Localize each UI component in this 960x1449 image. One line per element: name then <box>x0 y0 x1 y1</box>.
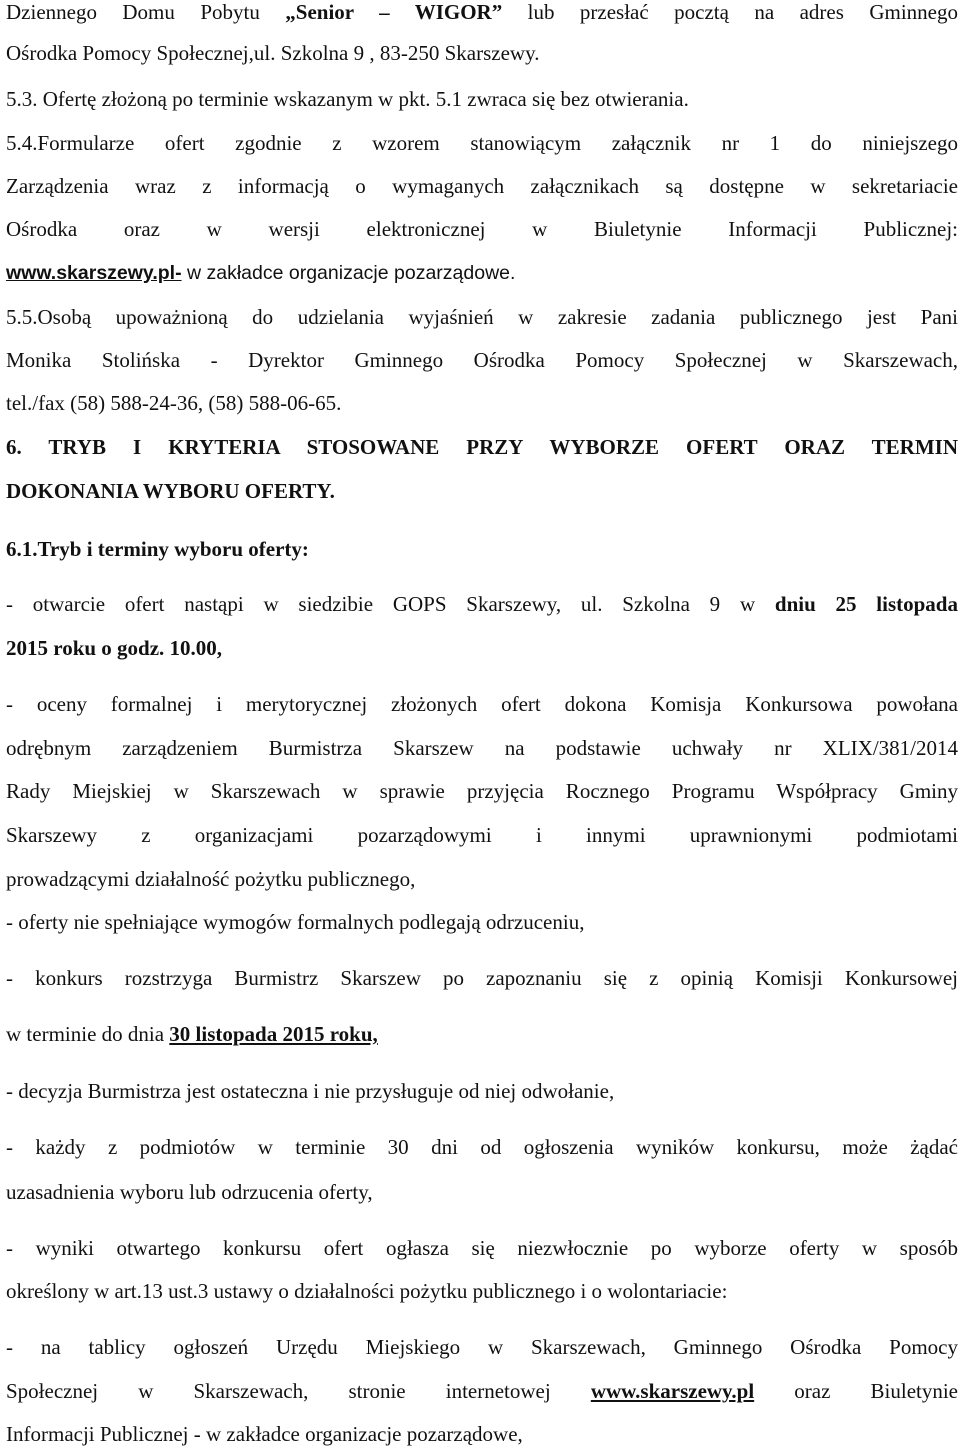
text-line: Rady Miejskiej w Skarszewach w sprawie przyjęcia Rocznego Programu Współpracy Gminy <box>6 779 958 803</box>
text-line: Skarszewy z organizacjami pozarządowymi i innymi uprawnionymi podmiotami <box>6 823 958 847</box>
text-line: - konkurs rozstrzyga Burmistrz Skarszew po zapoznaniu się z opinią Komisji Konkursowej <box>6 966 958 990</box>
text-line: - decyzja Burmistrza jest ostateczna i nie przysługuje od niej odwołanie, <box>6 1079 615 1103</box>
website-link[interactable]: www.skarszewy.pl <box>590 1379 755 1403</box>
text-line: tel./fax (58) 588-24-36, (58) 588-06-65. <box>6 391 342 415</box>
text-line <box>6 0 958 24</box>
text-line: - otwarcie ofert nastąpi w siedzibie GOPS Skarszewy, ul. Szkolna 9 w dniu 25 listopada <box>6 592 958 616</box>
text-line: uzasadnienia wyboru lub odrzucenia oferty, <box>6 1180 373 1204</box>
text-line: - wyniki otwartego konkursu ofert ogłasza się niezwłocznie po wyborze oferty w sposób <box>6 1236 958 1260</box>
text-line: - oferty nie spełniające wymogów formalnych podlegają odrzuceniu, <box>6 910 585 934</box>
text-line: określony w art.13 ust.3 ustawy o działalności pożytku publicznego i o wolontariacie: <box>6 1279 728 1303</box>
text-line: - oceny formalnej i merytorycznej złożonych ofert dokona Komisja Konkursowa powołana <box>6 692 958 716</box>
text-line: 5.4.Formularze ofert zgodnie z wzorem stanowiącym załącznik nr 1 do niniejszego <box>6 131 958 155</box>
text-run: Dziennego Domu Pobytu <box>6 0 286 24</box>
text-line: Zarządzenia wraz z informacją o wymaganych załącznikach są dostępne w sekretariacie <box>6 174 958 198</box>
text-line: www.skarszewy.pl- w zakładce organizacje pozarządowe. <box>6 262 516 284</box>
deadline-date: 30 listopada 2015 roku, <box>169 1022 378 1046</box>
text-line: Monika Stolińska - Dyrektor Gminnego Ośrodka Pomocy Społecznej w Skarszewach, <box>6 348 958 372</box>
text-line: 2015 roku o godz. 10.00, <box>6 636 223 660</box>
text-line: Społecznej w Skarszewach, stronie internetowej www.skarszewy.pl oraz Biuletynie <box>6 1379 959 1403</box>
subsection-heading: 6.1.Tryb i terminy wyboru oferty: <box>6 537 309 561</box>
center-name: „Senior – WIGOR” <box>285 0 503 24</box>
document-page <box>6 0 958 1449</box>
website-link[interactable]: www.skarszewy.pl- <box>6 262 182 284</box>
text-run: lub przesłać pocztą na adres Gminnego <box>502 0 958 24</box>
text-line: odrębnym zarządzeniem Burmistrza Skarszew na podstawie uchwały nr XLIX/381/2014 <box>6 736 958 760</box>
section-heading: 6. TRYB I KRYTERIA STOSOWANE PRZY WYBORZE OFERT ORAZ TERMIN <box>6 435 958 459</box>
text-line: Informacji Publicznej - w zakładce organizacje pozarządowe, <box>6 1422 523 1446</box>
text-line: prowadzącymi działalność pożytku publicznego, <box>6 867 416 891</box>
text-line: - każdy z podmiotów w terminie 30 dni od ogłoszenia wyników konkursu, może żądać <box>6 1135 958 1159</box>
text-line: Ośrodka Pomocy Społecznej,ul. Szkolna 9 , 83-250 Skarszewy. <box>6 41 540 65</box>
text-line: Ośrodka oraz w wersji elektronicznej w Biuletynie Informacji Publicznej: <box>6 217 958 241</box>
text-line: 5.5.Osobą upoważnioną do udzielania wyjaśnień w zakresie zadania publicznego jest Pani <box>6 305 958 329</box>
text-line: 5.3. Ofertę złożoną po terminie wskazanym w pkt. 5.1 zwraca się bez otwierania. <box>6 87 689 111</box>
text-line: w terminie do dnia 30 listopada 2015 roku, <box>6 1022 378 1046</box>
text-line: - na tablicy ogłoszeń Urzędu Miejskiego w Skarszewach, Gminnego Ośrodka Pomocy <box>6 1335 958 1359</box>
section-heading: DOKONANIA WYBORU OFERTY. <box>6 479 335 503</box>
